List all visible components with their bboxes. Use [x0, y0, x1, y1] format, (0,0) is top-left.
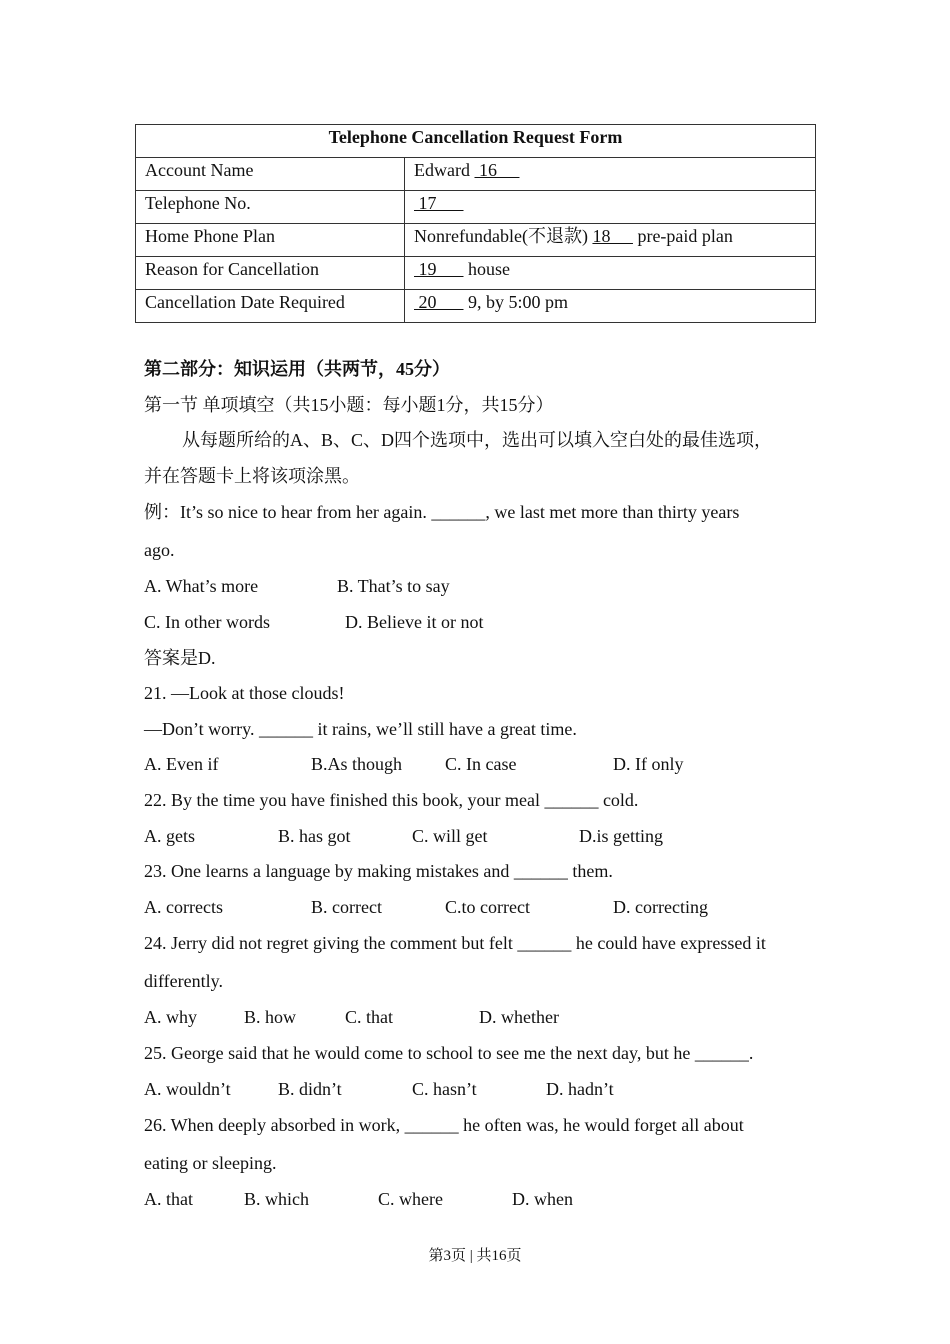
question-25: 25. George said that he would come to school to see me the next day, but he ______.	[144, 1042, 754, 1063]
question-21-cont: —Don’t worry. ______ it rains, we’ll still have a great time.	[144, 718, 577, 739]
value-text: Edward	[414, 160, 475, 180]
option-c: C. In other words	[144, 611, 270, 632]
question-24: 24. Jerry did not regret giving the comment but felt ______ he could have expressed it	[144, 933, 766, 954]
example-answer: 答案是D.	[144, 647, 216, 668]
row-value	[405, 224, 816, 257]
option-c: C. will get	[412, 825, 488, 846]
cancellation-form-table	[135, 124, 816, 323]
instruction-line: 并在答题卡上将该项涂黑。	[144, 465, 360, 486]
option-a: A. corrects	[144, 896, 223, 917]
row-value	[405, 158, 816, 191]
table-row	[136, 158, 816, 191]
question-24-cont: differently.	[144, 970, 223, 991]
value-text: house	[463, 259, 510, 279]
form-title: Telephone Cancellation Request Form	[136, 125, 816, 158]
table-row	[136, 290, 816, 323]
blank-18: 18	[592, 226, 633, 246]
page-footer: 第3页 | 共16页	[428, 1248, 522, 1264]
option-a: A. wouldn’t	[144, 1078, 231, 1099]
row-value	[405, 191, 816, 224]
example-question-cont: ago.	[144, 539, 175, 560]
example-question: 例：It’s so nice to hear from her again. ______, we last met more than thirty years	[144, 502, 740, 523]
row-label: Cancellation Date Required	[136, 290, 405, 323]
section-subheading: 第一节 单项填空（共15小题：每小题1分，共15分）	[144, 394, 554, 415]
instruction-line: 从每题所给的A、B、C、D四个选项中，选出可以填入空白处的最佳选项，	[182, 430, 773, 451]
row-label: Telephone No.	[136, 191, 405, 224]
question-25-options	[144, 1072, 816, 1108]
example-options	[144, 569, 816, 605]
option-a: A. that	[144, 1189, 193, 1210]
option-c: C.to correct	[445, 896, 530, 917]
question-23-options	[144, 890, 816, 926]
table-row	[136, 257, 816, 290]
option-a: A. gets	[144, 825, 195, 846]
option-b: B. has got	[278, 825, 351, 846]
table-row	[136, 224, 816, 257]
row-value	[405, 257, 816, 290]
option-c: C. where	[378, 1189, 443, 1210]
value-text: Nonrefundable(不退款)	[414, 226, 593, 246]
question-22: 22. By the time you have finished this book, your meal ______ cold.	[144, 789, 639, 810]
value-text: pre-paid plan	[632, 226, 733, 246]
option-a: A. What’s more	[144, 576, 259, 597]
question-26: 26. When deeply absorbed in work, ______ he often was, he would forget all about	[144, 1115, 744, 1136]
option-d: D. hadn’t	[546, 1078, 614, 1099]
row-label: Home Phone Plan	[136, 224, 405, 257]
row-value	[405, 290, 816, 323]
blank-19: 19	[414, 259, 464, 279]
row-label: Account Name	[136, 158, 405, 191]
option-b: B. correct	[311, 896, 382, 917]
question-26-options	[144, 1182, 816, 1218]
option-b: B. That’s to say	[337, 576, 450, 597]
blank-20: 20	[414, 292, 464, 312]
option-b: B.As though	[311, 754, 403, 775]
option-d: D. correcting	[613, 896, 708, 917]
row-label: Reason for Cancellation	[136, 257, 405, 290]
option-d: D. whether	[479, 1007, 559, 1028]
exam-content	[144, 352, 816, 1218]
option-d: D.is getting	[579, 825, 663, 846]
option-b: B. how	[244, 1007, 297, 1028]
option-b: B. didn’t	[278, 1078, 342, 1099]
table-row	[136, 191, 816, 224]
option-c: C. In case	[445, 754, 517, 775]
example-options	[144, 605, 816, 641]
option-d: D. If only	[613, 754, 684, 775]
question-21-options	[144, 747, 816, 783]
option-a: A. why	[144, 1007, 197, 1028]
blank-17: 17	[414, 193, 464, 213]
section-heading: 第二部分：知识运用（共两节，45分）	[144, 359, 450, 379]
option-d: D. Believe it or not	[345, 611, 484, 632]
option-c: C. that	[345, 1007, 393, 1028]
question-23: 23. One learns a language by making mistakes and ______ them.	[144, 861, 613, 882]
blank-16: 16	[474, 160, 520, 180]
value-text: 9, by 5:00 pm	[463, 292, 569, 312]
question-26-cont: eating or sleeping.	[144, 1152, 277, 1173]
question-22-options	[144, 819, 816, 855]
option-c: C. hasn’t	[412, 1078, 477, 1099]
question-24-options	[144, 1000, 816, 1036]
option-d: D. when	[512, 1189, 573, 1210]
option-b: B. which	[244, 1189, 309, 1210]
option-a: A. Even if	[144, 754, 219, 775]
question-21: 21. —Look at those clouds!	[144, 683, 345, 704]
